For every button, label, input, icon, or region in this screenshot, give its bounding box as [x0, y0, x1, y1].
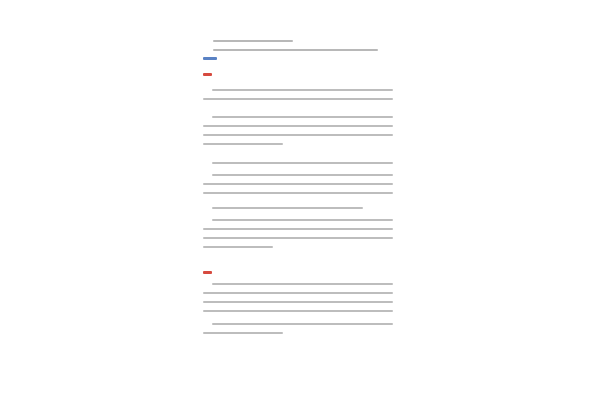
example-1-paragraph-1 [203, 86, 399, 104]
example-2-heading [203, 270, 212, 276]
example-1-heading [203, 72, 212, 78]
example-2-paragraph-1 [203, 280, 399, 316]
example-1-paragraph-6 [203, 216, 399, 252]
example-1-paragraph-4 [203, 171, 399, 198]
section-title [203, 56, 217, 62]
example-1-paragraph-5 [203, 204, 399, 213]
example-1-paragraph-2 [203, 113, 399, 149]
example-2-paragraph-2 [203, 320, 399, 338]
quote-line-24 [213, 38, 293, 44]
quote-line-25 [213, 47, 378, 53]
example-1-paragraph-3 [203, 159, 399, 168]
